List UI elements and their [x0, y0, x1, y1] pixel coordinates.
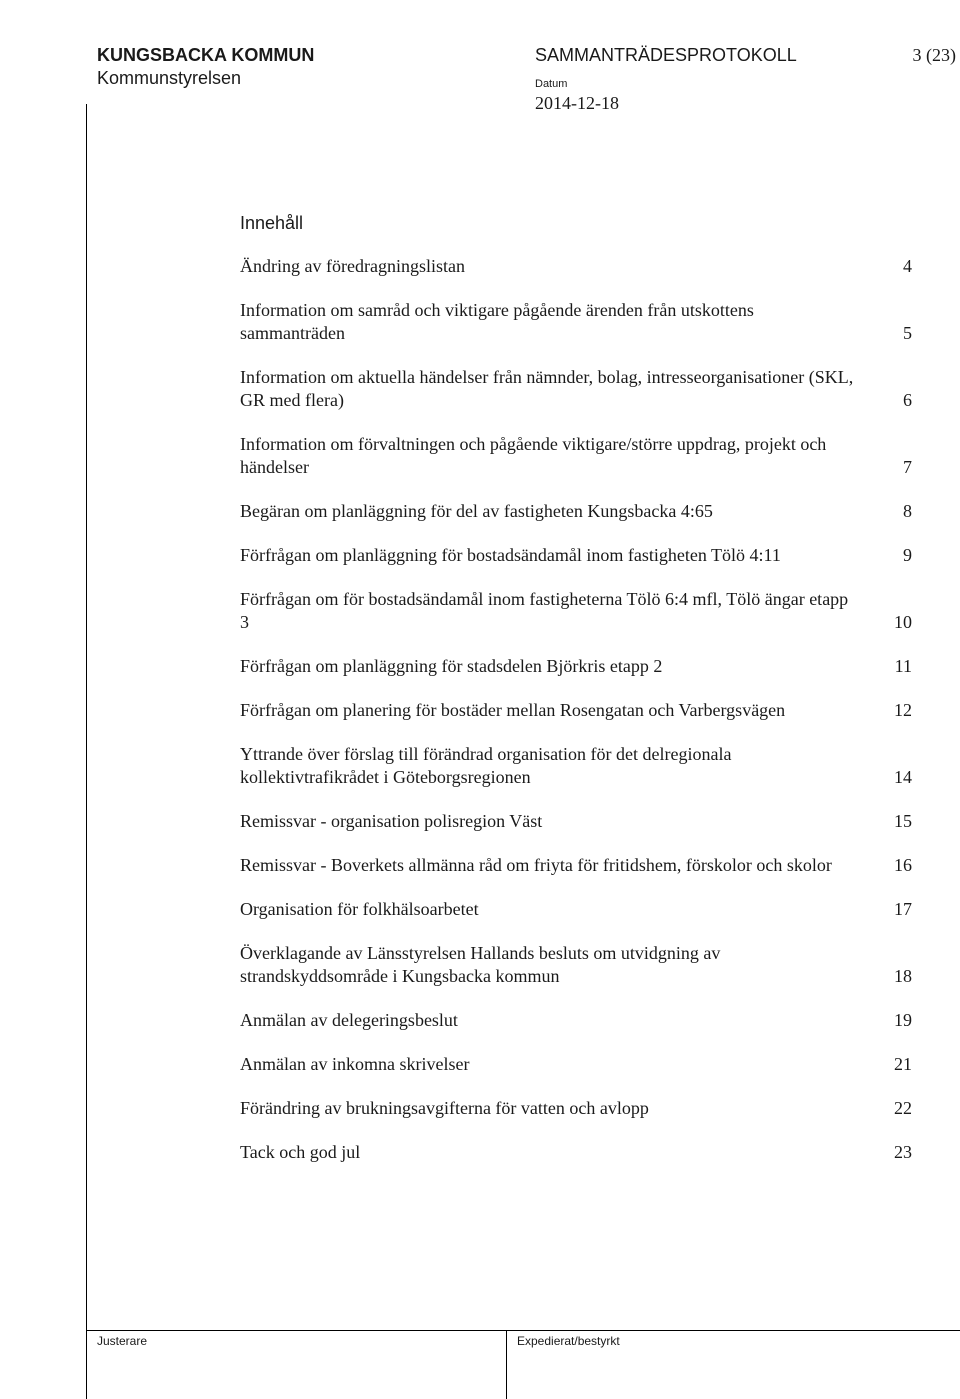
footer-line-left: [86, 1330, 506, 1331]
toc-item-title: Anmälan av inkomna skrivelser: [240, 1054, 470, 1074]
toc-item-page: 22: [894, 1098, 912, 1118]
toc-item-title: Ändring av föredragningslistan: [240, 256, 465, 276]
toc-item-title: Information om aktuella händelser från nämnder, bolag, intresseorganisationer (SKL, GR med flera): [240, 367, 854, 410]
toc-item-page: 9: [903, 545, 912, 565]
margin-line: [86, 104, 87, 1399]
toc-item-page: 7: [903, 457, 912, 477]
toc-item: [240, 854, 912, 877]
toc-item-title: Information om förvaltningen och pågående viktigare/större uppdrag, projekt och händelser: [240, 434, 827, 477]
toc-item-page: 21: [894, 1054, 912, 1074]
toc-item-title: Remissvar - Boverkets allmänna råd om friyta för fritidshem, förskolor och skolor: [240, 855, 832, 875]
header-organization: KUNGSBACKA KOMMUN: [97, 45, 315, 65]
footer-divider: [506, 1330, 507, 1399]
toc-item-title: Organisation för folkhälsoarbetet: [240, 899, 479, 919]
toc-item: [240, 1009, 912, 1032]
footer-expedierat-label: Expedierat/bestyrkt: [517, 1334, 620, 1348]
toc-item-page: 10: [894, 612, 912, 632]
toc-item-page: 18: [894, 966, 912, 986]
toc-item-page: 19: [894, 1010, 912, 1030]
footer-line-right: [506, 1330, 960, 1331]
header-department: Kommunstyrelsen: [97, 68, 242, 88]
toc-item: [240, 942, 912, 988]
toc-item-title: Förändring av brukningsavgifterna för vatten och avlopp: [240, 1098, 649, 1118]
toc-item-page: 5: [903, 323, 912, 343]
toc-item-page: 6: [903, 390, 912, 410]
toc-item-page: 8: [903, 501, 912, 521]
toc-item-page: 15: [894, 811, 912, 831]
toc-item: [240, 500, 912, 523]
header-date: 2014-12-18: [535, 93, 619, 113]
toc-item-title: Begäran om planläggning för del av fastigheten Kungsbacka 4:65: [240, 501, 713, 521]
toc-item-title: Remissvar - organisation polisregion Väst: [240, 811, 543, 831]
toc-item-page: 14: [894, 767, 912, 787]
toc-item-title: Yttrande över förslag till förändrad organisation för det delregionala kollektivtrafikrådet i Göteborgsregionen: [240, 744, 732, 787]
toc-list: [240, 255, 912, 1185]
toc-item: [240, 366, 912, 412]
toc-item-page: 11: [894, 656, 912, 676]
header-date-label: Datum: [535, 78, 568, 90]
toc-item: [240, 433, 912, 479]
header-page-number: 3 (23): [912, 45, 956, 65]
toc-item: [240, 743, 912, 789]
toc-item-page: 4: [903, 256, 912, 276]
toc-heading: Innehåll: [240, 213, 304, 233]
toc-item-title: Anmälan av delegeringsbeslut: [240, 1010, 458, 1030]
toc-item-page: 23: [894, 1142, 912, 1162]
toc-item: [240, 810, 912, 833]
toc-item-title: Förfrågan om planläggning för stadsdelen Björkris etapp 2: [240, 656, 663, 676]
toc-item: [240, 544, 912, 567]
toc-item-title: Tack och god jul: [240, 1142, 361, 1162]
footer-justerare-label: Justerare: [97, 1334, 148, 1348]
toc-item-title: Förfrågan om för bostadsändamål inom fastigheterna Tölö 6:4 mfl, Tölö ängar etapp 3: [240, 589, 849, 632]
toc-item-page: 16: [894, 855, 912, 875]
toc-item-title: Överklagande av Länsstyrelsen Hallands besluts om utvidgning av strandskyddsområde i Kungsbacka kommun: [240, 943, 721, 986]
toc-item: [240, 1053, 912, 1076]
toc-item: [240, 588, 912, 634]
toc-item: [240, 655, 912, 678]
toc-item-title: Förfrågan om planering för bostäder mellan Rosengatan och Varbergsvägen: [240, 700, 786, 720]
header-document-type: SAMMANTRÄDESPROTOKOLL: [535, 45, 797, 65]
toc-item-title: Förfrågan om planläggning för bostadsändamål inom fastigheten Tölö 4:11: [240, 545, 781, 565]
toc-item-title: Information om samråd och viktigare pågående ärenden från utskottens sammanträden: [240, 300, 754, 343]
toc-item: [240, 898, 912, 921]
toc-item: [240, 1141, 912, 1164]
toc-item: [240, 1097, 912, 1120]
toc-item: [240, 255, 912, 278]
toc-item: [240, 699, 912, 722]
toc-item: [240, 299, 912, 345]
toc-item-page: 12: [894, 700, 912, 720]
toc-item-page: 17: [894, 899, 912, 919]
